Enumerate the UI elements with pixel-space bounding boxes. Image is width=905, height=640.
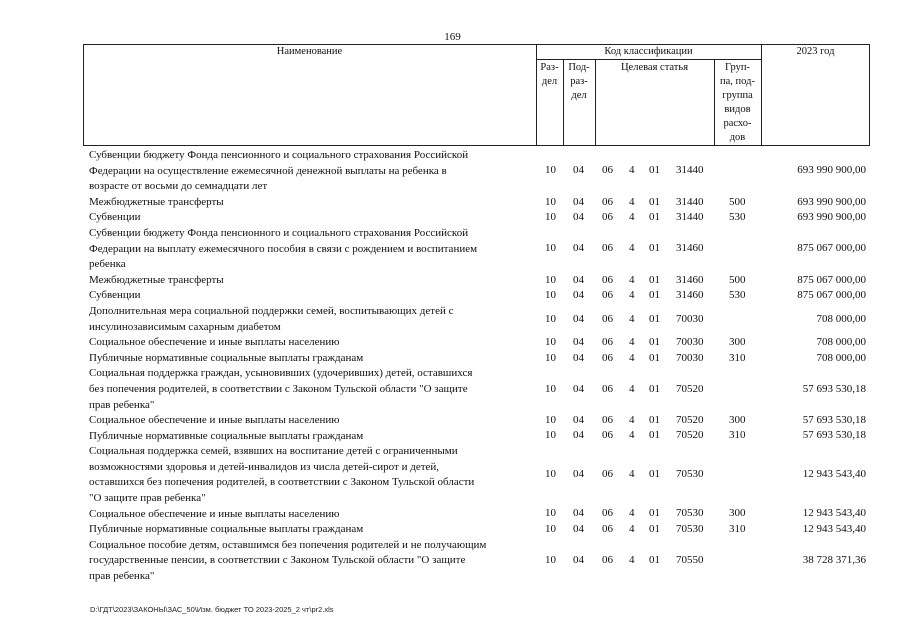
row-amount: 38 728 371,36 [802, 554, 866, 567]
header-name: Наименование [276, 46, 343, 57]
table-row [83, 226, 870, 273]
row-podrazdel: 04 [573, 468, 584, 481]
row-name: Социальная поддержка семей, взявших на воспитание детей с ограниченными возможностями здоровья и детей-инвалидов из числа детей-сирот и детей, оставшихся без попечения родителей, в соответствии с Законом Тульской области "О защите прав ребенка" [89, 445, 475, 505]
row-podrazdel: 04 [573, 312, 584, 325]
row-podrazdel: 04 [573, 523, 584, 536]
row-cs1: 06 [602, 211, 613, 224]
row-vr: 310 [729, 351, 746, 364]
row-amount: 12 943 543,40 [802, 468, 866, 481]
header-subsection: Под- раз- дел [568, 62, 590, 101]
row-cs1: 06 [602, 468, 613, 481]
row-amount: 875 067 000,00 [797, 273, 866, 286]
row-name: Публичные нормативные социальные выплаты гражданам [89, 351, 364, 364]
row-podrazdel: 04 [573, 336, 584, 349]
header-section: Раз- дел [540, 62, 559, 87]
row-cs3: 01 [649, 382, 660, 395]
row-cs1: 06 [602, 289, 613, 302]
row-cs2: 4 [629, 289, 635, 302]
row-name: Межбюджетные трансферты [89, 195, 224, 208]
row-name: Социальное обеспечение и иные выплаты населению [89, 507, 340, 520]
row-cs4: 70030 [676, 312, 704, 325]
row-podrazdel: 04 [573, 414, 584, 427]
row-cs2: 4 [629, 351, 635, 364]
row-podrazdel: 04 [573, 164, 584, 177]
table-header [83, 44, 870, 146]
row-cs4: 70520 [676, 429, 704, 442]
row-podrazdel: 04 [573, 289, 584, 302]
row-razdel: 10 [545, 429, 556, 442]
row-name: Субвенции бюджету Фонда пенсионного и социального страхования Российской Федерации на выплату ежемесячного пособия в связи с рождением и воспитанием ребенка [89, 226, 478, 271]
row-razdel: 10 [545, 382, 556, 395]
row-cs4: 31460 [676, 242, 704, 255]
row-podrazdel: 04 [573, 382, 584, 395]
row-cs2: 4 [629, 429, 635, 442]
row-podrazdel: 04 [573, 351, 584, 364]
table-row [83, 210, 870, 226]
row-vr: 530 [729, 211, 746, 224]
row-cs3: 01 [649, 336, 660, 349]
row-razdel: 10 [545, 242, 556, 255]
row-cs3: 01 [649, 312, 660, 325]
row-cs3: 01 [649, 195, 660, 208]
row-cs3: 01 [649, 507, 660, 520]
row-cs1: 06 [602, 195, 613, 208]
row-cs3: 01 [649, 523, 660, 536]
header-target-article: Целевая статья [620, 62, 689, 73]
row-amount: 693 990 900,00 [797, 211, 866, 224]
row-name: Субвенции [89, 211, 141, 224]
table-body [83, 148, 870, 585]
row-cs2: 4 [629, 242, 635, 255]
row-cs4: 70520 [676, 382, 704, 395]
row-cs2: 4 [629, 336, 635, 349]
row-name: Субвенции бюджету Фонда пенсионного и социального страхования Российской Федерации на осуществление ежемесячной денежной выплаты на ребенка в возрасте от восьми до семнадцати лет [89, 149, 469, 193]
row-cs4: 70530 [676, 523, 704, 536]
row-amount: 875 067 000,00 [797, 289, 866, 302]
row-amount: 12 943 543,40 [802, 507, 866, 520]
row-cs2: 4 [629, 312, 635, 325]
row-name: Дополнительная мера социальной поддержки семей, воспитывающих детей с инсулинозависимым сахарным диабетом [89, 304, 454, 333]
row-amount: 57 693 530,18 [802, 429, 866, 442]
row-vr: 530 [729, 289, 746, 302]
file-path-footer: D:\ГДТ\2023\ЗАКОНЫ\ЗАС_50\Изм. бюджет ТО 2023-2025_2 чт\pr2.xls [90, 605, 334, 614]
row-cs1: 06 [602, 523, 613, 536]
row-cs2: 4 [629, 468, 635, 481]
row-razdel: 10 [545, 351, 556, 364]
row-podrazdel: 04 [573, 507, 584, 520]
table-row [83, 507, 870, 523]
row-cs3: 01 [649, 554, 660, 567]
row-razdel: 10 [545, 289, 556, 302]
row-cs2: 4 [629, 414, 635, 427]
row-name: Публичные нормативные социальные выплаты гражданам [89, 429, 364, 442]
row-cs4: 70030 [676, 351, 704, 364]
row-cs3: 01 [649, 211, 660, 224]
table-row [83, 538, 870, 585]
table-row [83, 335, 870, 351]
row-cs2: 4 [629, 554, 635, 567]
row-razdel: 10 [545, 507, 556, 520]
row-razdel: 10 [545, 195, 556, 208]
row-razdel: 10 [545, 211, 556, 224]
row-cs3: 01 [649, 468, 660, 481]
row-podrazdel: 04 [573, 242, 584, 255]
table-row [83, 273, 870, 289]
row-cs4: 70550 [676, 554, 704, 567]
row-cs4: 31460 [676, 289, 704, 302]
row-name: Публичные нормативные социальные выплаты гражданам [89, 523, 364, 536]
row-cs3: 01 [649, 351, 660, 364]
row-cs1: 06 [602, 351, 613, 364]
row-podrazdel: 04 [573, 554, 584, 567]
row-cs2: 4 [629, 164, 635, 177]
row-name: Социальное обеспечение и иные выплаты населению [89, 414, 340, 427]
row-cs3: 01 [649, 273, 660, 286]
table-row [83, 413, 870, 429]
row-podrazdel: 04 [573, 273, 584, 286]
row-cs1: 06 [602, 414, 613, 427]
row-cs2: 4 [629, 211, 635, 224]
row-cs4: 31440 [676, 164, 704, 177]
row-cs2: 4 [629, 523, 635, 536]
row-vr: 310 [729, 429, 746, 442]
row-vr: 500 [729, 273, 746, 286]
row-cs1: 06 [602, 429, 613, 442]
row-amount: 57 693 530,18 [802, 382, 866, 395]
row-cs3: 01 [649, 414, 660, 427]
row-cs4: 70030 [676, 336, 704, 349]
row-cs2: 4 [629, 195, 635, 208]
row-cs1: 06 [602, 312, 613, 325]
header-year: 2023 год [796, 46, 835, 57]
row-vr: 300 [729, 414, 746, 427]
row-cs2: 4 [629, 507, 635, 520]
row-cs4: 31440 [676, 195, 704, 208]
row-cs1: 06 [602, 273, 613, 286]
row-cs1: 06 [602, 507, 613, 520]
row-razdel: 10 [545, 312, 556, 325]
table-row [83, 522, 870, 538]
table-row [83, 288, 870, 304]
row-amount: 875 067 000,00 [797, 242, 866, 255]
table-row [83, 429, 870, 445]
row-podrazdel: 04 [573, 429, 584, 442]
row-amount: 693 990 900,00 [797, 164, 866, 177]
row-cs4: 31440 [676, 211, 704, 224]
row-cs1: 06 [602, 242, 613, 255]
table-row [83, 148, 870, 195]
row-amount: 57 693 530,18 [802, 414, 866, 427]
row-razdel: 10 [545, 554, 556, 567]
row-cs3: 01 [649, 242, 660, 255]
row-razdel: 10 [545, 164, 556, 177]
row-razdel: 10 [545, 336, 556, 349]
row-cs1: 06 [602, 554, 613, 567]
row-cs3: 01 [649, 289, 660, 302]
row-cs3: 01 [649, 164, 660, 177]
row-podrazdel: 04 [573, 195, 584, 208]
table-row [83, 304, 870, 335]
table-row [83, 444, 870, 506]
row-cs4: 70530 [676, 468, 704, 481]
row-amount: 708 000,00 [816, 351, 866, 364]
row-razdel: 10 [545, 273, 556, 286]
row-podrazdel: 04 [573, 211, 584, 224]
row-cs4: 31460 [676, 273, 704, 286]
row-name: Социальное обеспечение и иные выплаты населению [89, 336, 340, 349]
row-razdel: 10 [545, 414, 556, 427]
row-amount: 12 943 543,40 [802, 523, 866, 536]
table-row [83, 351, 870, 367]
row-cs1: 06 [602, 382, 613, 395]
row-cs1: 06 [602, 164, 613, 177]
header-group: Груп- па, под- группа видов расхо- дов [720, 62, 755, 143]
table-row [83, 195, 870, 211]
row-amount: 708 000,00 [816, 336, 866, 349]
row-cs2: 4 [629, 382, 635, 395]
row-cs2: 4 [629, 273, 635, 286]
row-cs3: 01 [649, 429, 660, 442]
row-cs1: 06 [602, 336, 613, 349]
row-cs4: 70520 [676, 414, 704, 427]
header-classification: Код классификации [604, 46, 693, 57]
row-vr: 310 [729, 523, 746, 536]
row-name: Субвенции [89, 289, 141, 302]
row-amount: 708 000,00 [816, 312, 866, 325]
page-number: 169 [444, 31, 461, 43]
table-row [83, 366, 870, 413]
row-vr: 500 [729, 195, 746, 208]
row-name: Межбюджетные трансферты [89, 273, 224, 286]
row-vr: 300 [729, 507, 746, 520]
row-amount: 693 990 900,00 [797, 195, 866, 208]
row-vr: 300 [729, 336, 746, 349]
row-name: Социальная поддержка граждан, усыновивших (удочеривших) детей, оставшихся без попечения родителей, в соответствии с Законом Тульской области "О защите прав ребенка" [89, 367, 473, 411]
row-cs4: 70530 [676, 507, 704, 520]
row-name: Социальное пособие детям, оставшимся без попечения родителей и не получающим государственные пенсии, в соответствии с Законом Тульской области "О защите прав ребенка" [89, 538, 487, 583]
row-razdel: 10 [545, 523, 556, 536]
row-razdel: 10 [545, 468, 556, 481]
